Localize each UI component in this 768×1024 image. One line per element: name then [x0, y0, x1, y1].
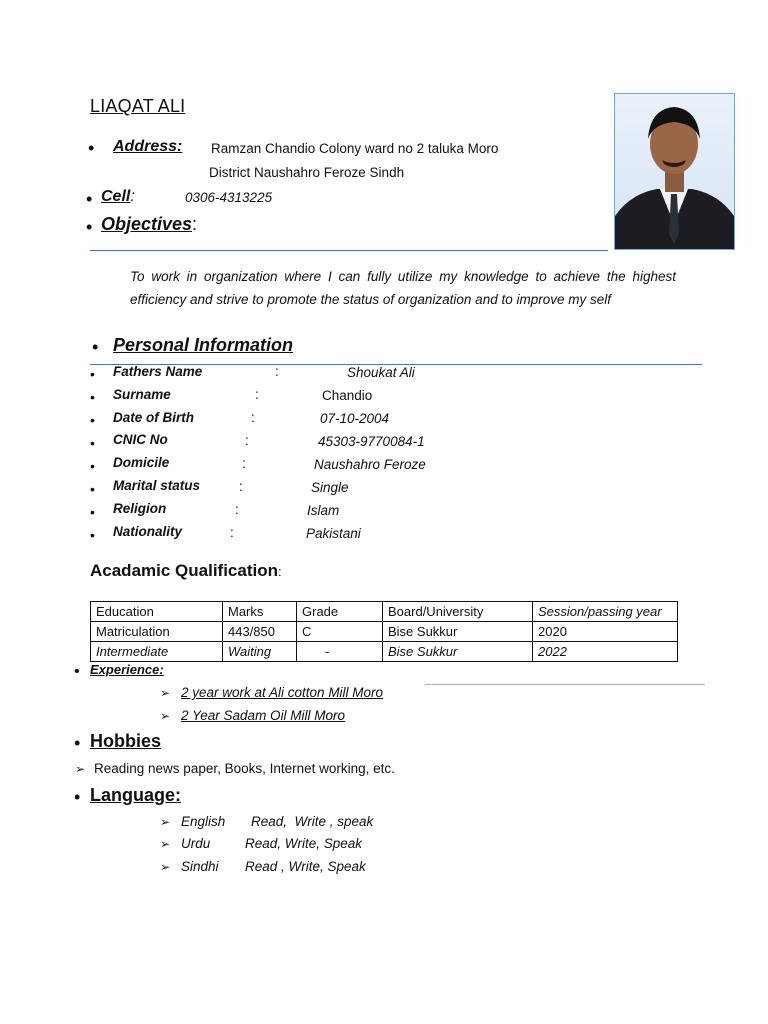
address-line-2: District Naushahro Feroze Sindh [209, 165, 405, 180]
table-header-row [91, 602, 678, 622]
table-header-cell: Marks [223, 602, 297, 622]
language-heading: Language: [90, 785, 182, 805]
surname-value: Chandio [322, 388, 373, 403]
nationality-label: Nationality [113, 524, 183, 539]
arrow-bullet-icon: ➢ [160, 709, 171, 723]
table-cell: Bise Sukkur [383, 642, 533, 662]
objectives-heading-group [101, 214, 197, 235]
colon: : [230, 525, 234, 540]
colon: : [255, 387, 259, 402]
colon: : [239, 479, 243, 494]
qualification-heading: Acadamic Qualification [90, 561, 278, 580]
bullet-icon: • [90, 366, 95, 382]
language-name: Urdu [181, 836, 211, 851]
cnic-value: 45303-9770084-1 [318, 434, 425, 449]
bullet-icon: • [92, 337, 99, 357]
personal-info-heading: Personal Information [113, 335, 294, 355]
experience-item: 2 year work at Ali cotton Mill Moro [181, 685, 384, 700]
table-header-cell: Session/passing year [533, 602, 678, 622]
qualification-heading-group [90, 561, 282, 581]
colon: : [242, 456, 246, 471]
cnic-label: CNIC No [113, 432, 168, 447]
bullet-icon: • [90, 458, 95, 474]
experience-item: 2 Year Sadam Oil Mill Moro [181, 708, 346, 723]
table-header-cell: Board/University [383, 602, 533, 622]
colon: : [235, 502, 239, 517]
candidate-name: LIAQAT ALI [90, 96, 186, 116]
table-row [91, 622, 678, 642]
religion-label: Religion [113, 501, 167, 516]
table-cell: - [297, 642, 383, 662]
objectives-colon: : [192, 214, 198, 234]
cell-label: Cell [101, 188, 131, 205]
table-cell: 2022 [533, 642, 678, 662]
bullet-icon: • [88, 138, 95, 158]
cell-colon: : [130, 188, 135, 205]
table-cell: Matriculation [91, 622, 223, 642]
cell-value: 0306-4313225 [185, 190, 273, 205]
qualification-table [90, 601, 678, 662]
colon: : [245, 433, 249, 448]
bullet-icon: • [90, 412, 95, 428]
religion-value: Islam [307, 503, 340, 518]
qualification-colon: : [278, 564, 282, 579]
objectives-text: To work in organization where I can fully utilize my knowledge to achieve the highest efficiency and strive to promote the status of organization and to improve my self [130, 269, 676, 307]
language-skills: Read , Write, Speak [245, 859, 366, 874]
table-header-cell: Grade [297, 602, 383, 622]
bullet-icon: • [90, 481, 95, 497]
nationality-value: Pakistani [306, 526, 361, 541]
bullet-icon: • [90, 527, 95, 543]
hobbies-heading: Hobbies [90, 731, 162, 751]
address-line-1: Ramzan Chandio Colony ward no 2 taluka Moro [211, 141, 499, 156]
father-name-label: Fathers Name [113, 364, 203, 379]
bullet-icon: • [90, 504, 95, 520]
bullet-icon: • [74, 787, 81, 807]
table-cell: 2020 [533, 622, 678, 642]
objectives-heading: Objectives [101, 214, 193, 234]
arrow-bullet-icon: ➢ [160, 837, 171, 851]
bullet-icon: • [86, 217, 93, 237]
surname-label: Surname [113, 387, 171, 402]
language-name: Sindhi [181, 859, 219, 874]
colon: : [251, 410, 255, 425]
colon: : [275, 364, 279, 379]
language-skills: Read, Write, Speak [245, 836, 363, 851]
table-cell: Waiting [223, 642, 297, 662]
dob-value: 07-10-2004 [320, 411, 390, 426]
arrow-bullet-icon: ➢ [160, 860, 171, 874]
section-divider [90, 250, 608, 251]
arrow-bullet-icon: ➢ [75, 762, 86, 776]
address-label: Address: [113, 138, 183, 155]
domicile-label: Domicile [113, 455, 170, 470]
arrow-bullet-icon: ➢ [160, 815, 171, 829]
experience-heading: Experience: [90, 662, 164, 677]
marital-status-value: Single [311, 480, 349, 495]
bullet-icon: • [90, 435, 95, 451]
arrow-bullet-icon: ➢ [160, 686, 171, 700]
domicile-value: Naushahro Feroze [314, 457, 426, 472]
table-header-cell: Education [91, 602, 223, 622]
dob-label: Date of Birth [113, 410, 194, 425]
table-cell: Bise Sukkur [383, 622, 533, 642]
marital-status-label: Marital status [113, 478, 201, 493]
bullet-icon: • [74, 733, 81, 753]
table-row [91, 642, 678, 662]
table-cell: 443/850 [223, 622, 297, 642]
language-name: English [181, 814, 226, 829]
section-divider [425, 684, 705, 685]
bullet-icon: • [86, 189, 93, 209]
table-cell: C [297, 622, 383, 642]
hobbies-text: Reading news paper, Books, Internet working, etc. [94, 761, 395, 776]
bullet-icon: • [74, 663, 80, 680]
profile-photo [614, 93, 735, 250]
table-cell: Intermediate [91, 642, 223, 662]
father-name-value: Shoukat Ali [347, 365, 415, 380]
language-skills: Read, Write , speak [251, 814, 374, 829]
cell-label-group [101, 188, 135, 206]
bullet-icon: • [90, 389, 95, 405]
